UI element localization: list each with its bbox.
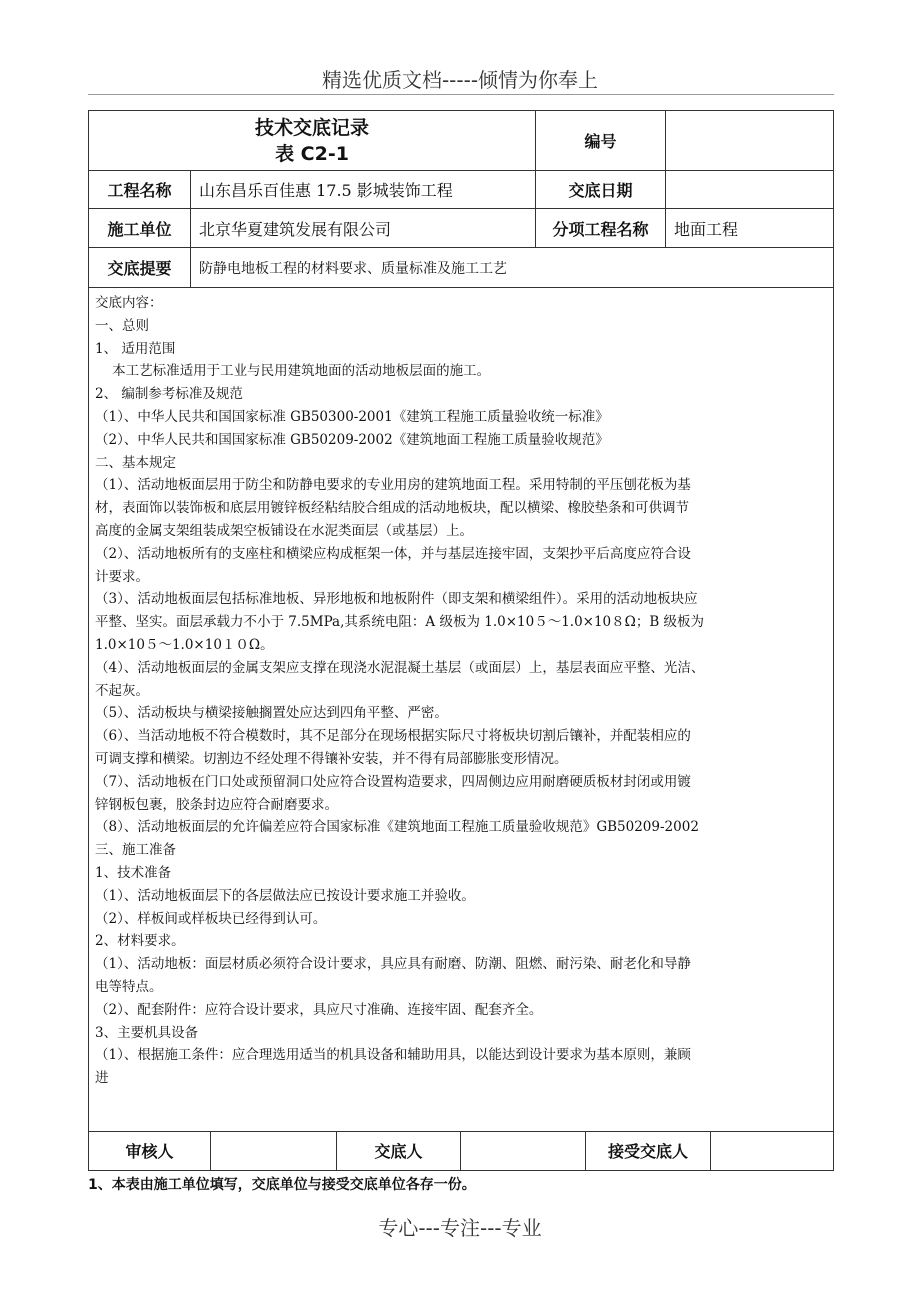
- summary-value: 防静电地板工程的材料要求、质量标准及施工工艺: [191, 248, 834, 288]
- content-line: （6）、当活动地板不符合模数时，其不足部分在现场根据实际尺寸将板块切割后镶补，并配装相应的: [95, 728, 691, 745]
- header-divider: [88, 94, 834, 95]
- content-line: 一、总则: [95, 317, 149, 334]
- content-line: 材，表面饰以装饰板和底层用镀锌板经粘结胶合组成的活动地板块，配以横梁、橡胶垫条和可供调节: [95, 500, 689, 517]
- date-label: 交底日期: [536, 171, 666, 209]
- title-text: 技术交底记录: [255, 116, 370, 139]
- content-line: 二、基本规定: [95, 454, 176, 471]
- footnote: 1、本表由施工单位填写，交底单位与接受交底单位各存一份。: [88, 1176, 476, 1193]
- disclosure-form: [88, 110, 834, 1132]
- content-line: （2）、样板间或样板块已经得到认可。: [95, 910, 327, 927]
- content-line: （1）、根据施工条件：应合理选用适当的机具设备和辅助用具，以能达到设计要求为基本原则，兼顾: [95, 1047, 691, 1064]
- signature-table: [88, 1132, 834, 1171]
- disclosure-content: [89, 288, 834, 1132]
- content-line: （1）、中华人民共和国国家标准 GB50300-2001《建筑工程施工质量验收统一标准》: [95, 408, 609, 425]
- reviewer-value: [211, 1132, 337, 1170]
- content-line: （2）、活动地板所有的支座柱和横梁应构成框架一体，并与基层连接牢固，支架抄平后高度应符合设: [95, 545, 691, 562]
- form-number: 表 C2-1: [275, 142, 349, 165]
- content-line: 本工艺标准适用于工业与民用建筑地面的活动地板层面的施工。: [95, 363, 491, 380]
- content-line: 平整、坚实。面层承载力不小于 7.5MPa,其系统电阻：A 级板为 1.0×10５～1.0×10８Ω；B 级板为: [95, 614, 705, 631]
- content-line: （1）、活动地板：面层材质必须符合设计要求，具应具有耐磨、防潮、阻燃、耐污染、耐老化和导静: [95, 956, 691, 973]
- project-name-label: 工程名称: [89, 171, 191, 209]
- content-line: （7）、活动地板在门口处或预留洞口处应符合设置构造要求，四周侧边应用耐磨硬质板材封闭或用镀: [95, 773, 691, 790]
- content-line: （5）、活动板块与横梁接触搁置处应达到四角平整、严密。: [95, 705, 448, 722]
- form-wrapper: [88, 110, 833, 1241]
- content-line: （3）、活动地板面层包括标准地板、异形地板和地板附件（即支架和横梁组件）。采用的活动地板块应: [95, 591, 698, 608]
- content-line: 高度的金属支架组装成架空板铺设在水泥类面层（或基层）上。: [95, 522, 473, 539]
- presenter-label: 交底人: [337, 1132, 461, 1170]
- content-line: 交底内容：: [95, 295, 163, 311]
- page-header: 精选优质文档-----倾情为你奉上: [321, 68, 599, 92]
- content-line: （2）、中华人民共和国国家标准 GB50209-2002《建筑地面工程施工质量验收规范》: [95, 431, 609, 448]
- date-value: [666, 171, 834, 209]
- number-label: 编号: [536, 111, 666, 171]
- content-line: 电等特点。: [95, 978, 163, 995]
- sub-project-label: 分项工程名称: [536, 209, 666, 248]
- content-line: 计要求。: [95, 568, 149, 585]
- content-line: （4）、活动地板面层的金属支架应支撑在现浇水泥混凝土基层（或面层）上，基层表面应平整、光洁、: [95, 659, 705, 676]
- page-footer: 专心---专注---专业: [378, 1215, 542, 1240]
- reviewer-label: 审核人: [89, 1132, 211, 1170]
- content-line: 3、主要机具设备: [95, 1024, 199, 1041]
- receiver-value: [711, 1132, 834, 1170]
- sub-project-value: 地面工程: [666, 209, 834, 248]
- content-line: 1.0×10５～1.0×10１０Ω。: [95, 636, 274, 653]
- content-line: 1、 适用范围: [95, 340, 176, 357]
- content-line: 2、 编制参考标准及规范: [95, 386, 243, 403]
- project-name-value: 山东昌乐百佳惠 17.5 影城装饰工程: [191, 171, 536, 209]
- content-line: 三、施工准备: [95, 842, 176, 859]
- presenter-value: [461, 1132, 586, 1170]
- content-line: （8）、活动地板面层的允许偏差应符合国家标准《建筑地面工程施工质量验收规范》GB50209-2002: [95, 819, 699, 836]
- content-line: （1）、活动地板面层用于防尘和防静电要求的专业用房的建筑地面工程。采用特制的平压刨花板为基: [95, 477, 691, 494]
- content-line: （2）、配套附件：应符合设计要求，具应尺寸准确、连接牢固、配套齐全。: [95, 1001, 543, 1018]
- content-line: 进: [95, 1070, 109, 1087]
- contractor-value: 北京华夏建筑发展有限公司: [191, 209, 536, 248]
- receiver-label: 接受交底人: [586, 1132, 711, 1170]
- contractor-label: 施工单位: [89, 209, 191, 248]
- content-line: 可调支撑和横梁。切割边不经处理不得镶补安装，并不得有局部膨胀变形情况。: [95, 750, 568, 767]
- content-line: 不起灰。: [95, 682, 149, 699]
- number-value: [666, 111, 834, 171]
- summary-label: 交底提要: [89, 248, 191, 288]
- content-line: 2、材料要求。: [95, 933, 185, 950]
- content-line: （1）、活动地板面层下的各层做法应已按设计要求施工并验收。: [95, 887, 475, 904]
- form-title: [89, 111, 536, 171]
- content-line: 锌钢板包裹，胶条封边应符合耐磨要求。: [95, 796, 338, 813]
- content-line: 1、技术准备: [95, 864, 172, 881]
